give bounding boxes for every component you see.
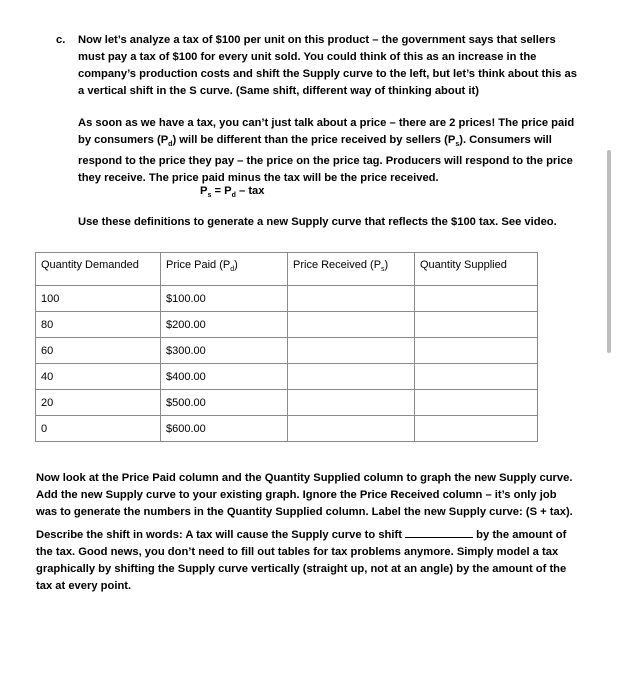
cell-quantity-supplied[interactable]: [415, 416, 538, 442]
subscript-s: s: [455, 141, 460, 149]
cell-price-received[interactable]: [288, 286, 415, 312]
table-row: [36, 364, 538, 390]
cell-quantity-demanded: 0: [36, 416, 161, 442]
table-row: [36, 286, 538, 312]
subscript-d: d: [168, 141, 173, 149]
cell-price-received[interactable]: [288, 364, 415, 390]
header-price-paid: Price Paid $(P_d)$: [161, 253, 288, 286]
two-prices-text-3: ). Consumers will respond to the price they pay – the price on the price tag. Producers will respond to the price they receive. The price paid minus the tax will be the price received.: [78, 134, 573, 185]
formula-ps: P: [200, 185, 208, 197]
question-intro: Now let’s analyze a tax of $100 per unit on this product – the government says that sellers must pay a tax of $100 for every unit sold. You could think of this as an increase in the company’s production costs and shift the Supply curve to the left, but let’s think about this as a vertical shift in the S curve. (Same shift, different way of thinking about it): [78, 34, 577, 97]
cell-quantity-supplied[interactable]: [415, 364, 538, 390]
cell-price-paid: $600.00: [161, 416, 288, 442]
cell-price-paid: $400.00: [161, 364, 288, 390]
cell-price-paid: $200.00: [161, 312, 288, 338]
formula-sub-s: s: [207, 192, 212, 200]
cell-quantity-demanded: 80: [36, 312, 161, 338]
vertical-scrollbar[interactable]: [607, 150, 611, 353]
formula-equals-pd: = P: [211, 185, 232, 197]
two-prices-text-2: ) will be different than the price received by sellers (P: [172, 134, 456, 146]
table-row: [36, 338, 538, 364]
cell-price-received[interactable]: [288, 416, 415, 442]
formula-sub-d: d: [231, 192, 236, 200]
table-header-row: [36, 253, 538, 286]
table-row: [36, 416, 538, 442]
table-row: [36, 390, 538, 416]
describe-shift-before: Describe the shift in words: A tax will cause the Supply curve to shift: [36, 529, 406, 541]
cell-price-received[interactable]: [288, 390, 415, 416]
cell-price-received[interactable]: [288, 312, 415, 338]
tax-table: [35, 252, 538, 442]
price-formula: [200, 183, 264, 204]
header-quantity-demanded: Quantity Demanded: [36, 253, 161, 286]
table-row: [36, 312, 538, 338]
cell-price-paid: $300.00: [161, 338, 288, 364]
cell-quantity-supplied[interactable]: [415, 312, 538, 338]
instruction-paragraph: Use these definitions to generate a new Supply curve that reflects the $100 tax. See video.: [78, 216, 557, 228]
cell-quantity-demanded: 40: [36, 364, 161, 390]
two-prices-text-1: As soon as we have a tax, you can’t just talk about a price – there are 2 prices! The price paid by consumers (P: [78, 117, 575, 146]
cell-quantity-demanded: 20: [36, 390, 161, 416]
cell-price-paid: $500.00: [161, 390, 288, 416]
answer-blank[interactable]: [405, 527, 473, 538]
graph-instructions: Now look at the Price Paid column and the Quantity Supplied column to graph the new Supply curve. Add the new Supply curve to your existing graph. Ignore the Price Received column – it’s only job was to generate the numbers in the Quantity Supplied column. Label the new Supply curve: (S + tax).: [36, 472, 573, 518]
cell-price-received[interactable]: [288, 338, 415, 364]
list-marker: c.: [56, 34, 66, 46]
cell-quantity-supplied[interactable]: [415, 390, 538, 416]
header-price-received: Price Received $(P_s)$: [288, 253, 415, 286]
describe-shift-paragraph: [36, 527, 576, 595]
two-prices-paragraph: [78, 115, 578, 187]
header-quantity-supplied: Quantity Supplied: [415, 253, 538, 286]
cell-quantity-supplied[interactable]: [415, 338, 538, 364]
cell-quantity-demanded: 60: [36, 338, 161, 364]
cell-price-paid: $100.00: [161, 286, 288, 312]
cell-quantity-demanded: 100: [36, 286, 161, 312]
describe-shift-after: by the amount of the tax. Good news, you don’t need to fill out tables for tax problems anymore. Simply model a tax graphically by shifting the Supply curve vertically (straight up, not at an angle) by the amount of the tax at every point.: [36, 529, 567, 592]
formula-minus-tax: – tax: [235, 185, 265, 197]
cell-quantity-supplied[interactable]: [415, 286, 538, 312]
